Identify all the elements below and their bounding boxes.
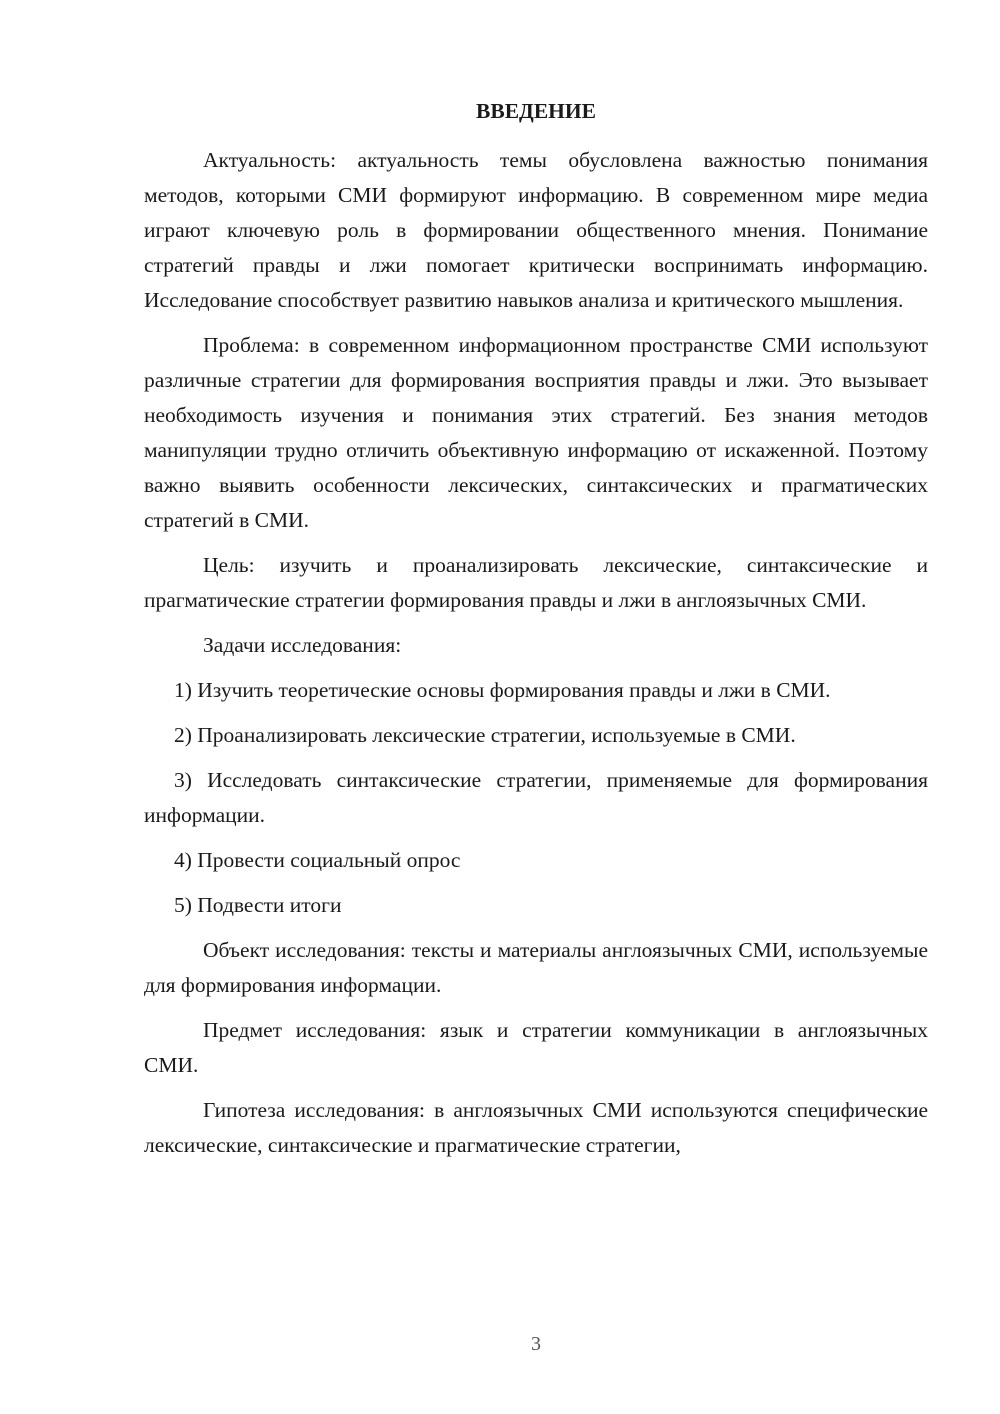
task-item: 4) Провести социальный опрос <box>174 848 461 872</box>
subject-paragraph: Предмет исследования: язык и стратегии коммуникации в англоязычных СМИ. <box>144 1018 928 1077</box>
problem-paragraph: Проблема: в современном информационном пространстве СМИ используют различные стратегии для формирования восприятия правды и лжи. Это вызывает необходимость изучения и понимания этих стратегий. Без знания методов манипуляции трудно отличить объективную информацию от искаженной. Поэтому важно выявить особенности лексических, синтаксических и прагматических стратегий в СМИ. <box>144 333 928 532</box>
task-item: 3) Исследовать синтаксические стратегии, применяемые для формирования информации. <box>144 768 928 827</box>
tasks-title: Задачи исследования: <box>203 633 402 657</box>
page-number: 3 <box>531 1333 541 1355</box>
object-paragraph: Объект исследования: тексты и материалы англоязычных СМИ, используемые для формирования информации. <box>144 938 928 997</box>
task-item: 5) Подвести итоги <box>174 893 342 917</box>
document-page <box>144 96 928 1173</box>
task-item: 1) Изучить теоретические основы формирования правды и лжи в СМИ. <box>174 678 831 702</box>
page-title: ВВЕДЕНИЕ <box>476 99 596 123</box>
relevance-paragraph: Актуальность: актуальность темы обусловлена важностью понимания методов, которыми СМИ формируют информацию. В современном мире медиа играют ключевую роль в формировании общественного мнения. Понимание стратегий правды и лжи помогает критически воспринимать информацию. Исследование способствует развитию навыков анализа и критического мышления. <box>144 148 928 312</box>
task-item: 2) Проанализировать лексические стратегии, используемые в СМИ. <box>174 723 796 747</box>
goal-paragraph: Цель: изучить и проанализировать лексические, синтаксические и прагматические стратегии формирования правды и лжи в англоязычных СМИ. <box>144 553 928 612</box>
hypothesis-paragraph: Гипотеза исследования: в англоязычных СМИ используются специфические лексические, синтаксические и прагматические стратегии, <box>144 1098 928 1157</box>
